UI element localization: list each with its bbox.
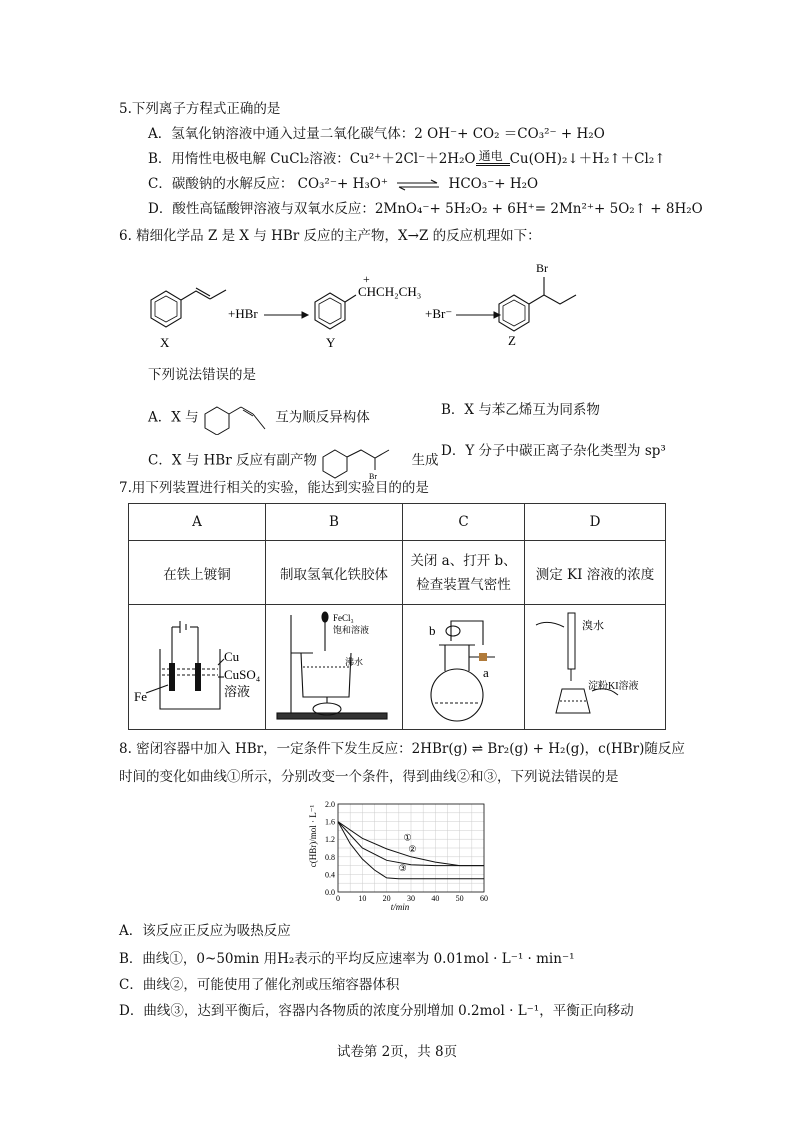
- x-tick-label: 50: [455, 894, 464, 903]
- label-x: X: [160, 335, 170, 350]
- x-tick-label: 10: [358, 894, 367, 903]
- chart-x-label: t/min: [390, 902, 410, 912]
- arrow-1: [264, 312, 308, 318]
- table-purpose-row: [129, 541, 666, 605]
- header-c: C: [403, 504, 525, 541]
- y-tick-label: 0.0: [325, 888, 335, 897]
- fig-a-cuso4: CuSO₄: [224, 667, 261, 682]
- q5-option-a: A．氢氧化钠溶液中通入过量二氧化碳气体：2 OH⁻+ CO₂ ＝CO₃²⁻ + H₂O: [148, 126, 605, 142]
- q8-option-b: B．曲线①，0~50min 用H₂表示的平均反应速率为 0.01mol · L⁻¹ · min⁻¹: [119, 951, 575, 967]
- x-tick-label: 20: [382, 894, 391, 903]
- reaction-mechanism: [130, 255, 670, 355]
- fig-b-saturated: 饱和溶液: [333, 625, 370, 635]
- q6-option-c-post: 生成: [411, 452, 439, 469]
- table-figure-row: [129, 605, 666, 730]
- q8-option-d: D．曲线③，达到平衡后，容器内各物质的浓度分别增加 0.2mol · L⁻¹，平衡正向移动: [119, 1003, 634, 1019]
- table-header-row: [129, 504, 666, 541]
- purpose-a: 在铁上镀铜: [129, 541, 266, 605]
- q6-option-c: [148, 442, 439, 480]
- chart-y-label: c(HBr)/mol · L⁻¹: [308, 804, 318, 868]
- electrolysis-arrow: [476, 150, 510, 168]
- q5-option-c-products: HCO₃⁻+ H₂O: [448, 176, 539, 192]
- q8-option-c: C．曲线②，可能使用了催化剂或压缩容器体积: [119, 977, 400, 993]
- q8-option-a: A．该反应正反应为吸热反应: [119, 923, 291, 939]
- y-tick-label: 2.0: [325, 800, 335, 809]
- figure-a: [129, 605, 266, 730]
- q6-option-a: [148, 401, 370, 435]
- label-y: Y: [326, 335, 336, 350]
- chart-ticks: [325, 800, 488, 903]
- q5-option-b: [148, 150, 666, 168]
- q6-stem: 6. 精细化学品 Z 是 X 与 HBr 反应的主产物，X→Z 的反应机理如下：: [119, 228, 541, 244]
- header-a: A: [129, 504, 266, 541]
- fig-d-bromine-water: 溴水: [582, 620, 604, 632]
- purpose-d: 测定 KI 溶液的浓度: [525, 541, 666, 605]
- q5-option-b-products: Cu(OH)₂↓＋H₂↑＋Cl₂↑: [509, 151, 666, 167]
- fig-a-cu: Cu: [224, 649, 240, 664]
- fig-a-solution: 溶液: [224, 684, 251, 699]
- q5-option-d: D．酸性高锰酸钾溶液与双氧水反应：2MnO₄⁻+ 5H₂O₂ + 6H⁺= 2Mn²⁺+ 5O₂↑ + 8H₂O: [148, 201, 703, 217]
- fig-b-fecl3: FeCl₃: [333, 613, 354, 623]
- figure-c: [403, 605, 525, 730]
- cis-isomer-structure: [203, 401, 271, 435]
- label-z: Z: [508, 333, 516, 348]
- y-tick-label: 0.4: [325, 870, 335, 880]
- carbocation-plus: +: [363, 272, 370, 286]
- fig-c-b: b: [428, 623, 435, 638]
- equilibrium-arrow: [395, 179, 441, 191]
- compound-z: [499, 277, 576, 331]
- q7-stem: 7.用下列装置进行相关的实验，能达到实验目的的是: [119, 480, 429, 496]
- q6-option-b: B．X 与苯乙烯互为同系物: [441, 402, 600, 418]
- z-br-label: Br: [536, 261, 548, 275]
- x-tick-label: 0: [336, 894, 340, 903]
- compound-x: [151, 288, 226, 327]
- x-tick-label: 60: [480, 894, 488, 903]
- page-footer: 试卷第 2页，共 8页: [336, 1044, 458, 1060]
- carbocation-formula: CHCH₂CH₃: [358, 284, 422, 299]
- fig-a-fe: Fe: [134, 689, 147, 704]
- fig-c-a: a: [482, 665, 489, 680]
- fig-d-starch-ki: 淀粉KI溶液: [588, 681, 639, 692]
- x-tick-label: 40: [431, 894, 440, 903]
- side-product-br: Br: [369, 472, 378, 480]
- q6-option-a-pre: A．X 与: [148, 409, 199, 426]
- y-tick-label: 1.2: [325, 835, 335, 845]
- series-label-3: ③: [398, 862, 407, 873]
- q8-stem-line2: 时间的变化如曲线①所示，分别改变一个条件，得到曲线②和③，下列说法错误的是: [119, 769, 619, 785]
- arrow-2: [456, 312, 500, 318]
- concentration-time-chart: [296, 796, 496, 912]
- electrolysis-condition: 通电: [478, 149, 503, 163]
- experiment-table: [128, 503, 666, 730]
- reagent-br: +Br⁻: [425, 306, 453, 321]
- q5-option-c: [148, 175, 538, 193]
- q8-stem-line1: 8. 密闭容器中加入 HBr，一定条件下发生反应：2HBr(g) ⇌ Br₂(g) + H₂(g)，c(HBr)随反应: [119, 741, 685, 757]
- figure-d: [525, 605, 666, 730]
- purpose-b: 制取氢氧化铁胶体: [266, 541, 403, 605]
- compound-y: [315, 293, 356, 329]
- y-tick-label: 0.8: [325, 852, 335, 862]
- x-tick-label: 30: [407, 894, 415, 903]
- q6-sub: 下列说法错误的是: [148, 367, 256, 383]
- q5-option-c-text: C．碳酸钠的水解反应： CO₃²⁻+ H₃O⁺: [148, 176, 388, 192]
- series-label-1: ①: [403, 832, 412, 843]
- side-product-structure: [321, 442, 407, 480]
- header-b: B: [266, 504, 403, 541]
- header-d: D: [525, 504, 666, 541]
- series-label-2: ②: [408, 843, 417, 854]
- q6-option-a-post: 互为顺反异构体: [275, 409, 370, 426]
- q6-option-c-pre: C．X 与 HBr 反应有副产物: [148, 452, 317, 469]
- fig-b-boiling-water: 沸水: [345, 657, 364, 667]
- purpose-c: 关闭 a、打开 b、 检查装置气密性: [403, 541, 525, 605]
- reagent-hbr: +HBr: [228, 306, 258, 321]
- q5-option-b-text: B．用惰性电极电解 CuCl₂溶液：Cu²⁺＋2Cl⁻＋2H₂O: [148, 151, 476, 167]
- q5-stem: 5.下列离子方程式正确的是: [119, 101, 281, 117]
- q6-option-d: D．Y 分子中碳正离子杂化类型为 sp³: [441, 443, 666, 459]
- figure-b: [266, 605, 403, 730]
- y-tick-label: 1.6: [325, 817, 335, 827]
